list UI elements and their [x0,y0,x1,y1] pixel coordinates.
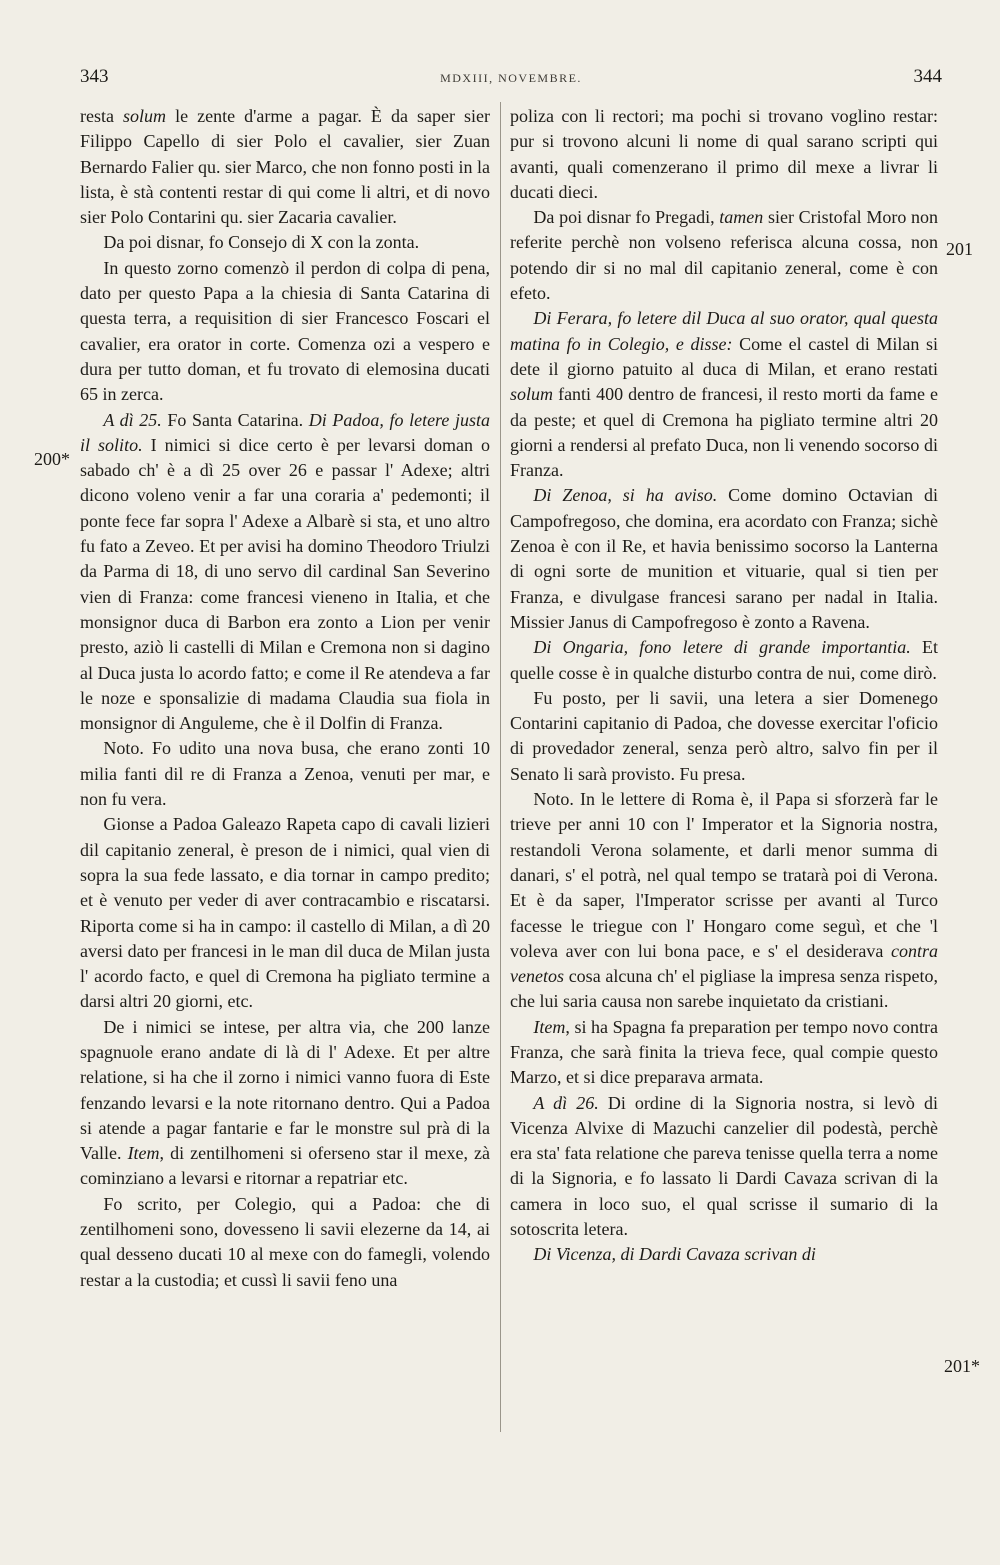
text-run: poliza con li rectori; ma pochi si trovano voglino restar: pur si trovono alcuni li nome di qual sarano scripti qui avanti, quali comenzerano il primo dil mexe a livrar li ducati dieci. [510,106,938,202]
text-run: Gionse a Padoa Galeazo Rapeta capo di cavali lizieri dil capitanio zeneral, è preson de i nimici, qual vien di sopra la sua fede lassato, e dia tornar in campo predito; et è venuto per veder di aver contracambio e riscatarsi. Riporta come si ha in campo: il castello di Milan, a dì 20 aversi dato per francesi in le man dil duca de Milan justa l' acordo facto, e quel di Cremona ha pigliato termine a darsi altri 20 giorni, etc. [80,814,490,1012]
text-run: Come el castel di Milan si dete il giorno patuito al duca di Milan, et erano restati [510,333,939,379]
paragraph [510,686,938,787]
text-run: , di zentilhomeni si oferseno star il mexe, zà cominziano a levarsi e ritornar a repatriar etc. [80,1143,491,1189]
italic-text: Item [533,1016,566,1037]
italic-text: contra venetos [510,940,938,987]
italic-text: Di Ongaria, fono letere di grande importantia. [533,637,911,658]
text-run: Fu posto, per li savii, una letera a sier Domenego Contarini capitanio di Padoa, che dovesse exercitar l'oficio di provedador zeneral, senza però altro, salvo fin per il Senato li sarà provisto. Fu presa. [510,687,938,784]
italic-text: Di Padoa, fo letere justa il solito. [80,409,491,455]
paragraph [510,787,938,1015]
paragraph [80,408,490,737]
text-run: In questo zorno comenzò il perdon di colpa di pena, dato per questo Papa a la chiesia di Santa Catarina di questa terra, a requisition di sier Francesco Foscari el cavalier, era orator in corte. Comenza ozi a vespero e dura per tutto doman, et fu trovato di elemosina ducati 65 in zerca. [80,257,490,405]
paragraph [80,230,490,255]
page-header [80,66,942,90]
right-text-column [510,104,938,1268]
text-run: Di ordine di la Signoria nostra, si levò di Vicenza Alvixe di Mazuchi canzelier dil podestà, perchè era sta' fata relatione che pareva tenisse quella terra a nome di la Signoria, e fo lassato li Dardi Cavaza scrivan di la camera in loco suo, el qual scrisse il sumario di la sotoscrita letera. [510,1092,939,1240]
page-number-right: 344 [913,66,942,87]
paragraph [510,104,938,205]
italic-text: A dì 26. [533,1092,599,1113]
italic-text: solum [510,384,554,405]
margin-number-201-star: 201* [944,1356,980,1376]
paragraph [80,256,490,408]
left-text-column [80,104,490,1293]
paragraph [510,483,938,635]
text-run: cosa alcuna ch' el pigliase la impresa senza rispeto, che lui saria causa non sarebe inquietato da cristiani. [510,966,938,1012]
italic-text: Item [127,1143,160,1164]
margin-number-200: 200* [34,449,70,469]
paragraph [80,104,490,230]
text-run: Da poi disnar, fo Consejo di X con la zonta. [103,232,420,253]
running-title: MDXIII, NOVEMBRE. [440,71,582,85]
text-run: De i nimici se intese, per altra via, che 200 lanze spagnuole erano andate di là di l' Adexe. Et per altre relatione, si ha che il zorno i nimici vanno fuora di Este fenzando levarsi e la note ritornano dentro. Qui a Padoa si atende a pagar fantarie e far le monstre sul prà di la Valle. [80,1016,490,1164]
text-run: , si ha Spagna fa preparation per tempo novo contra Franza, che sarà finita la trieva fece, qual compie questo Marzo, et si dice preparava armata. [510,1016,938,1088]
text-run: fanti 400 dentro de francesi, il resto morti da fame e da peste; et quel di Cremona ha pigliato termine altri 20 giorni a rendersi al prefato Duca, non li venendo socorso di Franza. [510,384,938,481]
text-run: Da poi disnar fo Pregadi, [533,207,720,228]
text-run: le zente d'arme a pagar. È da saper sier Filippo Capello di sier Polo el cavalier, sier Zuan Bernardo Falier qu. sier Marco, che non fonno posti in la lista, è stà contenti restar di qui come li altri, et di novo sier Polo Contarini qu. sier Zacaria cavalier. [80,106,490,228]
text-run: Come domino Octavian di Campofregoso, che domina, era acordato con Franza; sichè Zenoa è con il Re, et havia benissimo socorso la Lanterna di ogni sorte de munition et vituarie, qual si tien per Franza, e divulgase francesi sarano per nadal in Italia. Missier Janus di Campofregoso è zonto a Ravena. [510,485,938,632]
paragraph [510,1091,938,1243]
paragraph [510,1015,938,1091]
italic-text: Di Vicenza, di Dardi Cavaza scrivan di [533,1244,816,1265]
italic-text: Di Ferara, fo letere dil Duca al suo orator, qual questa matina fo in Colegio, e disse: [510,308,938,354]
italic-text: tamen [719,207,764,228]
paragraph [80,736,490,812]
italic-text: Di Zenoa, si ha aviso. [533,485,718,506]
page-number-left: 343 [80,66,109,87]
italic-text: solum [123,106,167,126]
text-run: Et quelle cosse è in qualche disturbo contra de nui, come dirò. [510,637,938,683]
text-run: Noto. Fo udito una nova busa, che erano zonti 10 milia fanti dil re di Franza a Zenoa, venuti per mar, e non fu vera. [80,738,490,810]
paragraph [80,812,490,1014]
text-run: Fo Santa Catarina. [161,409,309,430]
paragraph [80,1015,490,1192]
paragraph [510,1242,938,1267]
text-run: Fo scrito, per Colegio, qui a Padoa: che di zentilhomeni sono, dovesseno li savii elezerne da 14, ai qual desseno ducati 10 al mexe con do famegli, volendo restar a la custodia; et cussì li savii feno una [80,1193,490,1290]
text-run: sier Cristofal Moro non referite perchè non volseno referisca alcuna cossa, non potendo dir si no mal dil capitanio zeneral, come è con efeto. [510,207,938,304]
text-run: Noto. In le lettere di Roma è, il Papa si sforzerà far le trieve per anni 10 con l' Imperator et la Signoria nostra, restandoli Verona solamente, et darli menor summa di danari, s' el potrà, nel qual tempo se tratarà poi di Verona. Et è da saper, l'Imperator scrisse per avanti al Turco facesse le triegue con l' Hongaro come seguì, et che 'l voleva aver con lui bona pace, e s' el desiderava [510,789,938,961]
text-run: I nimici si dice certo è per levarsi doman o sabado ch' è a dì 25 over 26 e passar l' Adexe; altri dicono voleno venir a far una coraria a' pedemonti; il ponte fece far sopra l' Adexe a Albarè si sta, et uno altro fu fato a Zeveo. Et per avisi ha domino Theodoro Triulzi da Parma di 18, di uno servo dil cardinal San Severino vien di Franza: come francesi vieneno in Italia, et che monsignor duca di Barbon era zonto a Lion per venir presto, aziò li castelli di Milan e Cremona non si dagino al Duca justa lo acordo fatto; e come il Re atendeva a far le noze e sponsalizie di madama Claudia sua fiola in monsignor di Anguleme, che è il Dolfin di Franza. [80,434,491,734]
italic-text: A dì 25. [103,409,162,430]
paragraph [510,635,938,686]
paragraph [510,306,938,483]
paragraph [80,1192,490,1293]
paragraph [510,205,938,306]
text-run: resta [80,106,124,126]
margin-number-201: 201 [946,239,973,259]
column-divider [500,102,501,1432]
